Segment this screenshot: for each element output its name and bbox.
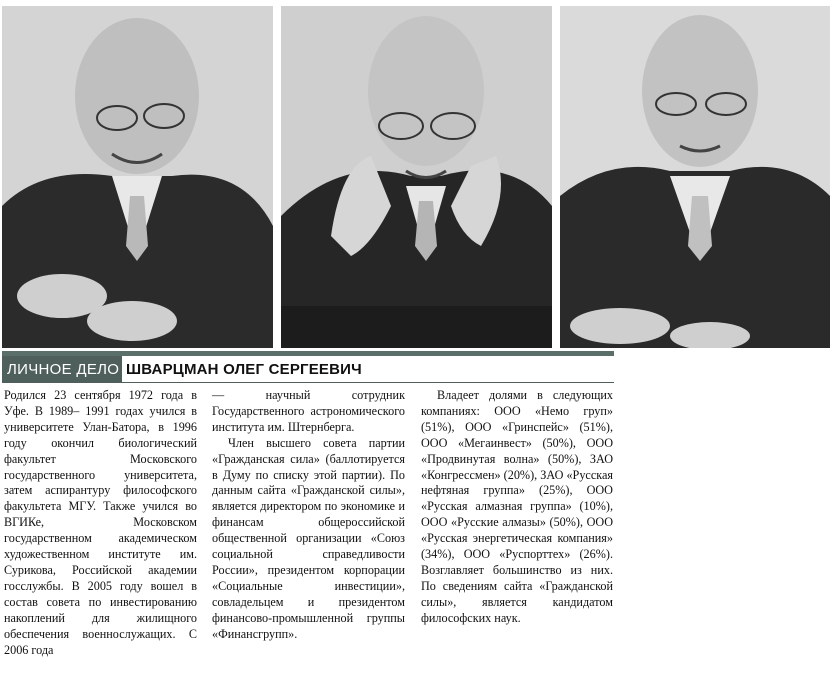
banner-bottom-rule	[2, 382, 614, 383]
portrait-illustration-2	[281, 6, 552, 348]
portrait-photo-2	[281, 6, 552, 348]
section-label: ЛИЧНОЕ ДЕЛО	[2, 356, 122, 383]
text-column-2	[212, 388, 405, 643]
portrait-photo-1	[2, 6, 273, 348]
text-column-3	[421, 388, 613, 627]
text-column-1	[4, 388, 197, 658]
biography-paragraph: Член высшего совета партии «Гражданская сила» (баллотируется в Думу по списку этой партии). По данным сайта «Гражданской силы», является директором по экономике и финансам общероссийской общественной организации «Союз социальной справедливости России», президентом корпорации «Социальные инвестиции», совладельцем и президентом финансово-промышленной группы «Финансгрупп».	[212, 435, 405, 641]
person-name-heading: ШВАРЦМАН ОЛЕГ СЕРГЕЕВИЧ	[126, 361, 362, 378]
portrait-illustration-3	[560, 6, 830, 348]
portrait-photo-3	[560, 6, 830, 348]
biography-paragraph: — научный сотрудник Государственного астрономического института им. Штернберга.	[212, 388, 405, 434]
assets-paragraph: Владеет долями в следующих компаниях: ООО «Немо груп» (51%), ООО «Гринспейс» (51%), ООО «Мегаинвест» (50%), ООО «Продвинутая волна» (50%), ЗАО «Конгрессмен» (20%), ЗАО «Русская нефтяная группа» (25%), ООО «Русская алмазная группа» (10%), ООО «Русские алмазы» (50%), ООО «Русская энергетическая компания» (34%), ООО «Руспорттех» (26%). Возглавляет большинство из них. По сведениям сайта «Гражданской силы», является кандидатом философских наук.	[421, 388, 613, 625]
portrait-illustration-1	[2, 6, 273, 348]
dossier-banner	[2, 351, 614, 383]
biography-paragraph: Родился 23 сентября 1972 года в Уфе. В 1989– 1991 годах учился в университете Улан-Батора, в 1996 году окончил биологический факультет Московского государственного университета, затем аспирантуру философского факультета МГУ. Также учился во ВГИКе, Московском государственном академическом художественном институте им. Сурикова, Российской академии госслужбы. В 2005 году вошел в состав совета по инвестированию накоплений для жилищного обеспечения военнослужащих. С 2006 года	[4, 388, 197, 657]
